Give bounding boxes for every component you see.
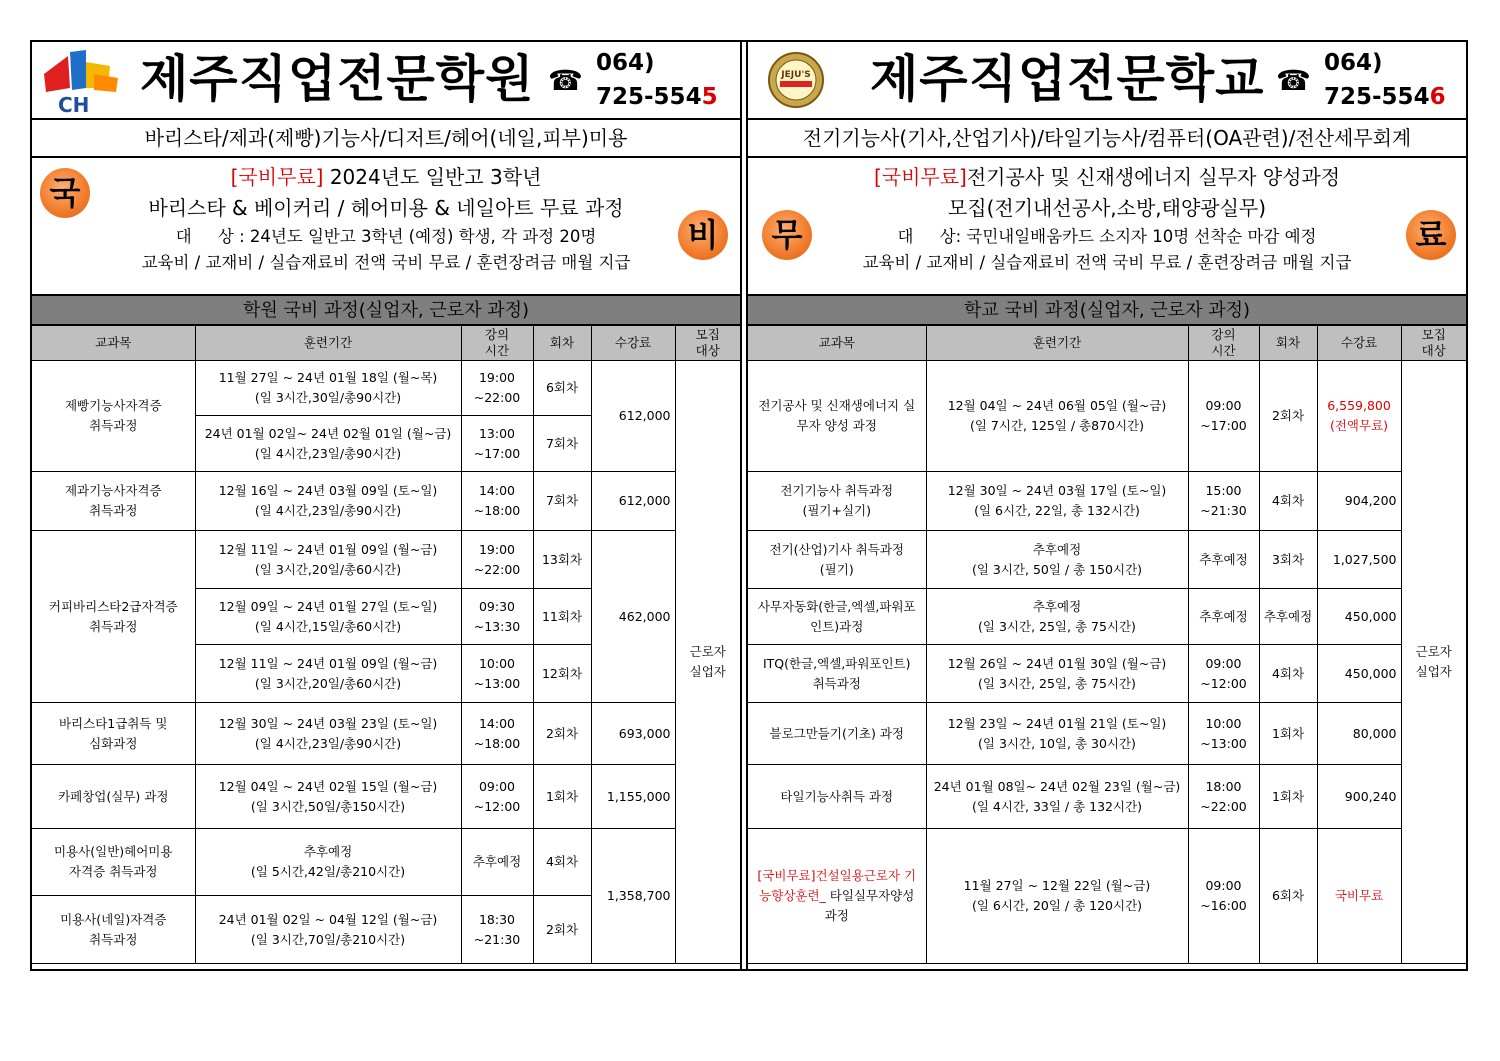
class-time: 추후예정 — [461, 829, 533, 896]
training-period: 12월 30일 ~ 24년 03월 23일 (토~일) (일 4시간,23일/총90시간) — [195, 703, 461, 765]
training-period: 12월 26일 ~ 24년 01월 30일 (월~금) (일 3시간, 25일, 총 75시간) — [926, 645, 1188, 703]
promo-line4: 교육비 / 교재비 / 실습재료비 전액 국비 무료 / 훈련장려금 매월 지급 — [141, 253, 631, 272]
class-time: 09:00 ~17:00 — [1188, 361, 1259, 472]
fee: 612,000 — [591, 361, 675, 472]
col-course: 교과목 — [32, 326, 195, 361]
table-row — [748, 645, 1466, 703]
promo-line3: 대 상: 국민내일배움카드 소지자 10명 선착순 마감 예정 — [897, 227, 1317, 246]
table-header-row — [748, 326, 1466, 361]
badge-bi: 비 — [678, 210, 728, 260]
academy-subjects: 바리스타/제과(제빵)기능사/디저트/헤어(네일,피부)미용 — [32, 120, 740, 158]
course-name: ITQ(한글,엑셀,파워포인트) 취득과정 — [748, 645, 926, 703]
target: 근로자 실업자 — [1401, 361, 1466, 964]
academy-promo — [32, 158, 740, 296]
training-period: 12월 16일 ~ 24년 03월 09일 (토~일) (일 4시간,23일/총90시간) — [195, 472, 461, 531]
col-round: 회차 — [533, 326, 591, 361]
jejus-logo-icon — [768, 52, 824, 108]
col-course: 교과목 — [748, 326, 926, 361]
school-course-table — [748, 326, 1466, 964]
phone-last-digit: 6 — [1429, 84, 1446, 110]
badge-mu: 무 — [762, 210, 812, 260]
table-row — [748, 703, 1466, 765]
phone-icon: ☎ — [548, 64, 583, 97]
fee: 900,240 — [1317, 765, 1401, 829]
fee: 1,155,000 — [591, 765, 675, 829]
promo-line2: 바리스타 & 베이커리 / 헤어미용 & 네일아트 무료 과정 — [148, 196, 624, 220]
course-name-free-tag: [국비무료]건설일용근로자 기 능향상훈련_ — [757, 868, 917, 903]
class-time: 09:00 ~16:00 — [1188, 829, 1259, 964]
course-name: 전기(산업)기사 취득과정 (필기) — [748, 531, 926, 589]
course-name: 커피바리스타2급자격증 취득과정 — [32, 531, 195, 703]
training-period: 12월 23일 ~ 24년 01월 21일 (토~일) (일 3시간, 10일, 총 30시간) — [926, 703, 1188, 765]
table-row — [748, 472, 1466, 531]
table-row — [748, 589, 1466, 645]
round: 1회차 — [1259, 703, 1317, 765]
class-time: 14:00 ~18:00 — [461, 472, 533, 531]
table-row — [748, 531, 1466, 589]
school-phone — [1324, 46, 1446, 114]
target: 근로자 실업자 — [675, 361, 740, 964]
fee: 1,027,500 — [1317, 531, 1401, 589]
round: 6회차 — [1259, 829, 1317, 964]
class-time: 18:30 ~21:30 — [461, 896, 533, 964]
promo-line1: 전기공사 및 신재생에너지 실무자 양성과정 — [966, 165, 1341, 189]
fee: 1,358,700 — [591, 829, 675, 964]
school-promo — [748, 158, 1466, 296]
round: 1회차 — [1259, 765, 1317, 829]
course-name: 사무자동화(한글,엑셀,파워포 인트)과정 — [748, 589, 926, 645]
table-row — [32, 361, 740, 416]
course-name: 제과기능사자격증 취득과정 — [32, 472, 195, 531]
class-time: 추후예정 — [1188, 589, 1259, 645]
academy-title: 제주직업전문학원 — [140, 50, 535, 108]
course-name: 제빵기능사자격증 취득과정 — [32, 361, 195, 472]
promo-line2: 모집(전기내선공사,소방,태양광실무) — [947, 196, 1267, 220]
training-period: 12월 30일 ~ 24년 03월 17일 (토~일) (일 6시간, 22일, 총 132시간) — [926, 472, 1188, 531]
phone-area: 064) — [596, 50, 655, 76]
training-period: 24년 01월 08일~ 24년 02월 23일 (월~금) (일 4시간, 33일 / 총 132시간) — [926, 765, 1188, 829]
course-name — [748, 829, 926, 964]
col-period: 훈련기간 — [195, 326, 461, 361]
school-subjects: 전기기능사(기사,산업기사)/타일기능사/컴퓨터(OA관련)/전산세무회계 — [748, 120, 1466, 158]
table-row — [748, 829, 1466, 964]
round: 4회차 — [1259, 645, 1317, 703]
fee: 80,000 — [1317, 703, 1401, 765]
fee: 612,000 — [591, 472, 675, 531]
course-name: 미용사(네일)자격증 취득과정 — [32, 896, 195, 964]
round: 6회차 — [533, 361, 591, 416]
course-name: 카페창업(실무) 과정 — [32, 765, 195, 829]
promo-line4: 교육비 / 교재비 / 실습재료비 전액 국비 무료 / 훈련장려금 매월 지급 — [862, 253, 1352, 272]
course-name: 전기기능사 취득과정 (필기+실기) — [748, 472, 926, 531]
badge-ryo: 료 — [1406, 210, 1456, 260]
course-name: 블로그만들기(기초) 과정 — [748, 703, 926, 765]
academy-phone — [596, 46, 718, 114]
fee: 462,000 — [591, 531, 675, 703]
promo-tag: [국비무료] — [873, 165, 967, 189]
round: 추후예정 — [1259, 589, 1317, 645]
school-header — [748, 42, 1466, 120]
table-row — [32, 703, 740, 765]
training-period: 12월 11일 ~ 24년 01월 09일 (월~금) (일 3시간,20일/총60시간) — [195, 531, 461, 589]
training-period: 11월 27일 ~ 24년 01월 18일 (월~목) (일 3시간,30일/총90시간) — [195, 361, 461, 416]
table-row — [748, 361, 1466, 472]
class-time: 09:00 ~12:00 — [461, 765, 533, 829]
training-period: 12월 09일 ~ 24년 01월 27일 (토~일) (일 4시간,15일/총60시간) — [195, 589, 461, 645]
round: 4회차 — [533, 829, 591, 896]
course-name: 바리스타1급취득 및 심화과정 — [32, 703, 195, 765]
fee: 693,000 — [591, 703, 675, 765]
round: 2회차 — [533, 703, 591, 765]
table-row — [32, 829, 740, 896]
school-section — [748, 42, 1466, 969]
academy-course-table — [32, 326, 740, 964]
phone-area: 064) — [1324, 50, 1383, 76]
round: 3회차 — [1259, 531, 1317, 589]
phone-icon: ☎ — [1276, 64, 1311, 97]
academy-section — [32, 42, 740, 969]
promo-line3: 대 상 : 24년도 일반고 3학년 (예정) 학생, 각 과정 20명 — [175, 227, 597, 246]
col-fee: 수강료 — [1317, 326, 1401, 361]
phone-main: 725-554 — [596, 84, 702, 110]
course-name-rest: 타일실무자양성 과정 — [824, 888, 915, 923]
round: 12회차 — [533, 645, 591, 703]
class-time: 19:00 ~22:00 — [461, 531, 533, 589]
course-name: 미용사(일반)헤어미용 자격증 취득과정 — [32, 829, 195, 896]
flyer-frame — [30, 40, 1468, 971]
col-time: 강의 시간 — [461, 326, 533, 361]
school-course-band: 학교 국비 과정(실업자, 근로자 과정) — [748, 296, 1466, 326]
table-row — [748, 765, 1466, 829]
promo-line1: 2024년도 일반고 3학년 — [323, 165, 542, 189]
col-fee: 수강료 — [591, 326, 675, 361]
training-period: 12월 04일 ~ 24년 02월 15일 (월~금) (일 3시간,50일/총150시간) — [195, 765, 461, 829]
class-time: 09:00 ~12:00 — [1188, 645, 1259, 703]
training-period: 12월 11일 ~ 24년 01월 09일 (월~금) (일 3시간,20일/총60시간) — [195, 645, 461, 703]
fee: 450,000 — [1317, 589, 1401, 645]
round: 13회차 — [533, 531, 591, 589]
class-time: 13:00 ~17:00 — [461, 416, 533, 472]
course-name: 타일기능사취득 과정 — [748, 765, 926, 829]
phone-last-digit: 5 — [701, 84, 718, 110]
course-name: 전기공사 및 신재생에너지 실 무자 양성 과정 — [748, 361, 926, 472]
table-row — [32, 531, 740, 589]
class-time: 19:00 ~22:00 — [461, 361, 533, 416]
jejus-logo-text: JEJU'S — [781, 70, 811, 80]
column-divider — [740, 42, 748, 969]
class-time: 15:00 ~21:30 — [1188, 472, 1259, 531]
phone-main: 725-554 — [1324, 84, 1430, 110]
training-period: 추후예정 (일 5시간,42일/총210시간) — [195, 829, 461, 896]
table-header-row — [32, 326, 740, 361]
table-row — [32, 472, 740, 531]
class-time: 10:00 ~13:00 — [1188, 703, 1259, 765]
table-row — [32, 765, 740, 829]
round: 11회차 — [533, 589, 591, 645]
badge-guk: 국 — [40, 168, 90, 218]
training-period: 추후예정 (일 3시간, 50일 / 총 150시간) — [926, 531, 1188, 589]
round: 7회차 — [533, 472, 591, 531]
fee: 904,200 — [1317, 472, 1401, 531]
promo-tag: [국비무료] — [230, 165, 324, 189]
class-time: 18:00 ~22:00 — [1188, 765, 1259, 829]
fee: 450,000 — [1317, 645, 1401, 703]
round: 2회차 — [533, 896, 591, 964]
training-period: 24년 01월 02일 ~ 04월 12일 (월~금) (일 3시간,70일/총210시간) — [195, 896, 461, 964]
class-time: 추후예정 — [1188, 531, 1259, 589]
training-period: 12월 04일 ~ 24년 06월 05일 (월~금) (일 7시간, 125일 / 총870시간) — [926, 361, 1188, 472]
training-period: 24년 01월 02일~ 24년 02월 01일 (월~금) (일 4시간,23일/총90시간) — [195, 416, 461, 472]
col-round: 회차 — [1259, 326, 1317, 361]
round: 1회차 — [533, 765, 591, 829]
ch-logo-icon — [40, 48, 120, 114]
col-time: 강의 시간 — [1188, 326, 1259, 361]
training-period: 11월 27일 ~ 12월 22일 (월~금) (일 6시간, 20일 / 총 120시간) — [926, 829, 1188, 964]
fee: 국비무료 — [1317, 829, 1401, 964]
academy-course-band: 학원 국비 과정(실업자, 근로자 과정) — [32, 296, 740, 326]
round: 2회차 — [1259, 361, 1317, 472]
round: 7회차 — [533, 416, 591, 472]
class-time: 09:30 ~13:30 — [461, 589, 533, 645]
ch-logo-text: CH — [58, 93, 90, 114]
school-title: 제주직업전문학교 — [870, 50, 1265, 108]
class-time: 14:00 ~18:00 — [461, 703, 533, 765]
col-period: 훈련기간 — [926, 326, 1188, 361]
academy-header — [32, 42, 740, 120]
class-time: 10:00 ~13:00 — [461, 645, 533, 703]
col-target: 모집 대상 — [675, 326, 740, 361]
training-period: 추후예정 (일 3시간, 25일, 총 75시간) — [926, 589, 1188, 645]
round: 4회차 — [1259, 472, 1317, 531]
fee: 6,559,800 (전액무료) — [1317, 361, 1401, 472]
col-target: 모집 대상 — [1401, 326, 1466, 361]
